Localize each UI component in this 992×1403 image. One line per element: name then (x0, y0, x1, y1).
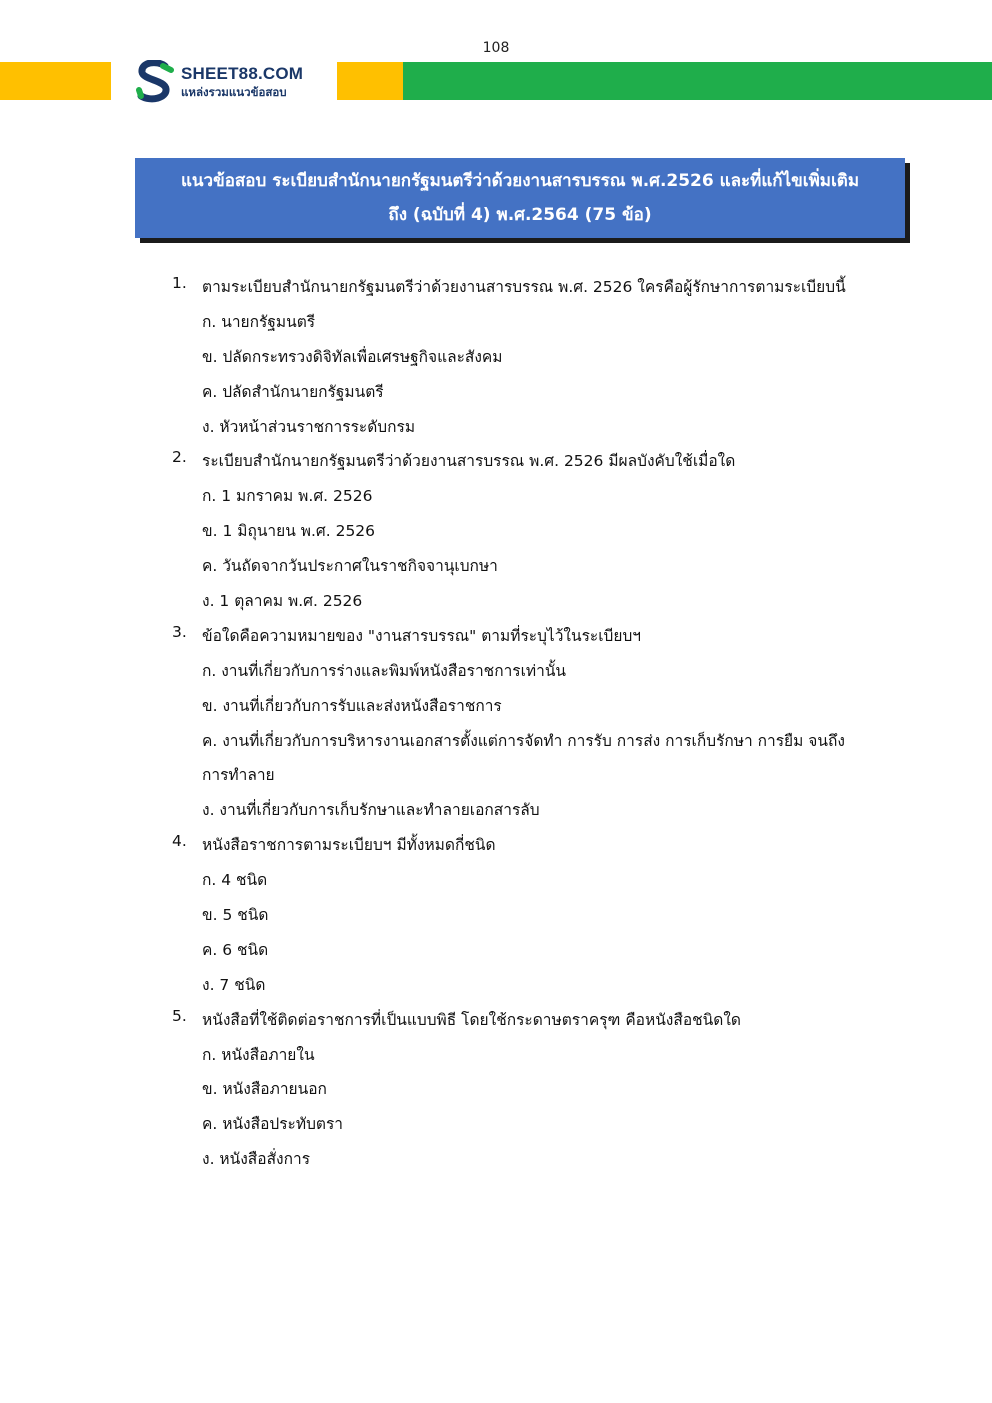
option-4d (0, 966, 992, 1001)
option-text: ก. 4 ชนิด (202, 871, 268, 890)
option-text: ก. 1 มกราคม พ.ศ. 2526 (202, 487, 373, 506)
header-band-green (403, 62, 992, 100)
option-1c (0, 373, 992, 408)
title-line-1: แนวข้อสอบ ระเบียบสำนักนายกรัฐมนตรีว่าด้วยงานสารบรรณ พ.ศ.2526 และที่แก้ไขเพิ่มเติม (180, 171, 860, 191)
question-1 (0, 268, 992, 303)
question-text: ตามระเบียบสำนักนายกรัฐมนตรีว่าด้วยงานสารบรรณ พ.ศ. 2526 ใครคือผู้รักษาการตามระเบียบนี้ (202, 278, 846, 296)
option-text: ข. 5 ชนิด (202, 906, 269, 925)
option-text: ข. งานที่เกี่ยวกับการรับและส่งหนังสือราชการ (202, 696, 502, 715)
logo-s-icon (135, 60, 175, 104)
option-text: ค. วันถัดจากวันประกาศในราชกิจจานุเบกษา (202, 557, 498, 576)
option-text: ค. 6 ชนิด (202, 940, 269, 959)
question-4 (0, 826, 992, 861)
option-4b (0, 896, 992, 931)
option-3d (0, 791, 992, 826)
option-text: ค. ปลัดสำนักนายกรัฐมนตรี (202, 382, 384, 401)
option-2a (0, 477, 992, 512)
header-band-yellow-right (337, 62, 403, 100)
header-band-yellow-left (0, 62, 111, 100)
question-number: 4. (172, 832, 187, 851)
option-1d (0, 408, 992, 443)
option-3c-continued (0, 756, 992, 791)
site-logo (133, 60, 333, 104)
option-text: ง. หัวหน้าส่วนราชการระดับกรม (202, 417, 416, 436)
option-text: ข. 1 มิถุนายน พ.ศ. 2526 (202, 522, 376, 541)
option-text: ข. ปลัดกระทรวงดิจิทัลเพื่อเศรษฐกิจและสังคม (202, 347, 503, 366)
question-2 (0, 442, 992, 477)
question-text: ข้อใดคือความหมายของ "งานสารบรรณ" ตามที่ระบุไว้ในระเบียบฯ (202, 626, 642, 645)
question-text: หนังสือราชการตามระเบียบฯ มีทั้งหมดกี่ชนิด (202, 836, 496, 855)
option-text: ก. งานที่เกี่ยวกับการร่างและพิมพ์หนังสือราชการเท่านั้น (202, 661, 567, 680)
option-2b (0, 512, 992, 547)
option-text: ก. นายกรัฐมนตรี (202, 312, 316, 331)
option-text: ง. 1 ตุลาคม พ.ศ. 2526 (202, 592, 363, 611)
option-text: ง. หนังสือสั่งการ (202, 1150, 311, 1169)
option-2d (0, 582, 992, 617)
option-text: ก. หนังสือภายใน (202, 1045, 315, 1064)
option-4c (0, 931, 992, 966)
option-1a (0, 303, 992, 338)
page-number: 108 (482, 40, 510, 56)
option-text: ค. งานที่เกี่ยวกับการบริหารงานเอกสารตั้งแต่การจัดทำ การรับ การส่ง การเก็บรักษา การยืม จนถึง (202, 731, 845, 750)
question-3 (0, 617, 992, 652)
question-number: 3. (172, 622, 187, 641)
question-5 (0, 1001, 992, 1036)
option-1b (0, 338, 992, 373)
option-5b (0, 1070, 992, 1105)
option-5d (0, 1140, 992, 1175)
question-number: 5. (172, 1006, 187, 1025)
question-text: ระเบียบสำนักนายกรัฐมนตรีว่าด้วยงานสารบรรณ พ.ศ. 2526 มีผลบังคับใช้เมื่อใด (202, 452, 736, 471)
question-text: หนังสือที่ใช้ติดต่อราชการที่เป็นแบบพิธี โดยใช้กระดาษตราครุฑ คือหนังสือชนิดใด (202, 1010, 741, 1029)
option-3b (0, 687, 992, 722)
question-list (0, 268, 992, 1175)
document-title (135, 158, 905, 238)
logo-subtitle: แหล่งรวมแนวข้อสอบ (181, 85, 287, 99)
option-4a (0, 861, 992, 896)
logo-title: SHEET88.COM (181, 64, 304, 83)
option-5a (0, 1036, 992, 1071)
title-line-2: ถึง (ฉบับที่ 4) พ.ศ.2564 (75 ข้อ) (388, 205, 652, 225)
option-text: ง. 7 ชนิด (202, 975, 266, 994)
option-text-continued: การทำลาย (202, 766, 275, 785)
option-3c (0, 722, 992, 757)
option-text: ง. งานที่เกี่ยวกับการเก็บรักษาและทำลายเอกสารลับ (202, 801, 540, 820)
option-text: ค. หนังสือประทับตรา (202, 1115, 344, 1134)
option-2c (0, 547, 992, 582)
option-3a (0, 652, 992, 687)
option-text: ข. หนังสือภายนอก (202, 1080, 327, 1099)
question-number: 2. (172, 448, 187, 467)
question-number: 1. (172, 274, 187, 292)
option-5c (0, 1105, 992, 1140)
